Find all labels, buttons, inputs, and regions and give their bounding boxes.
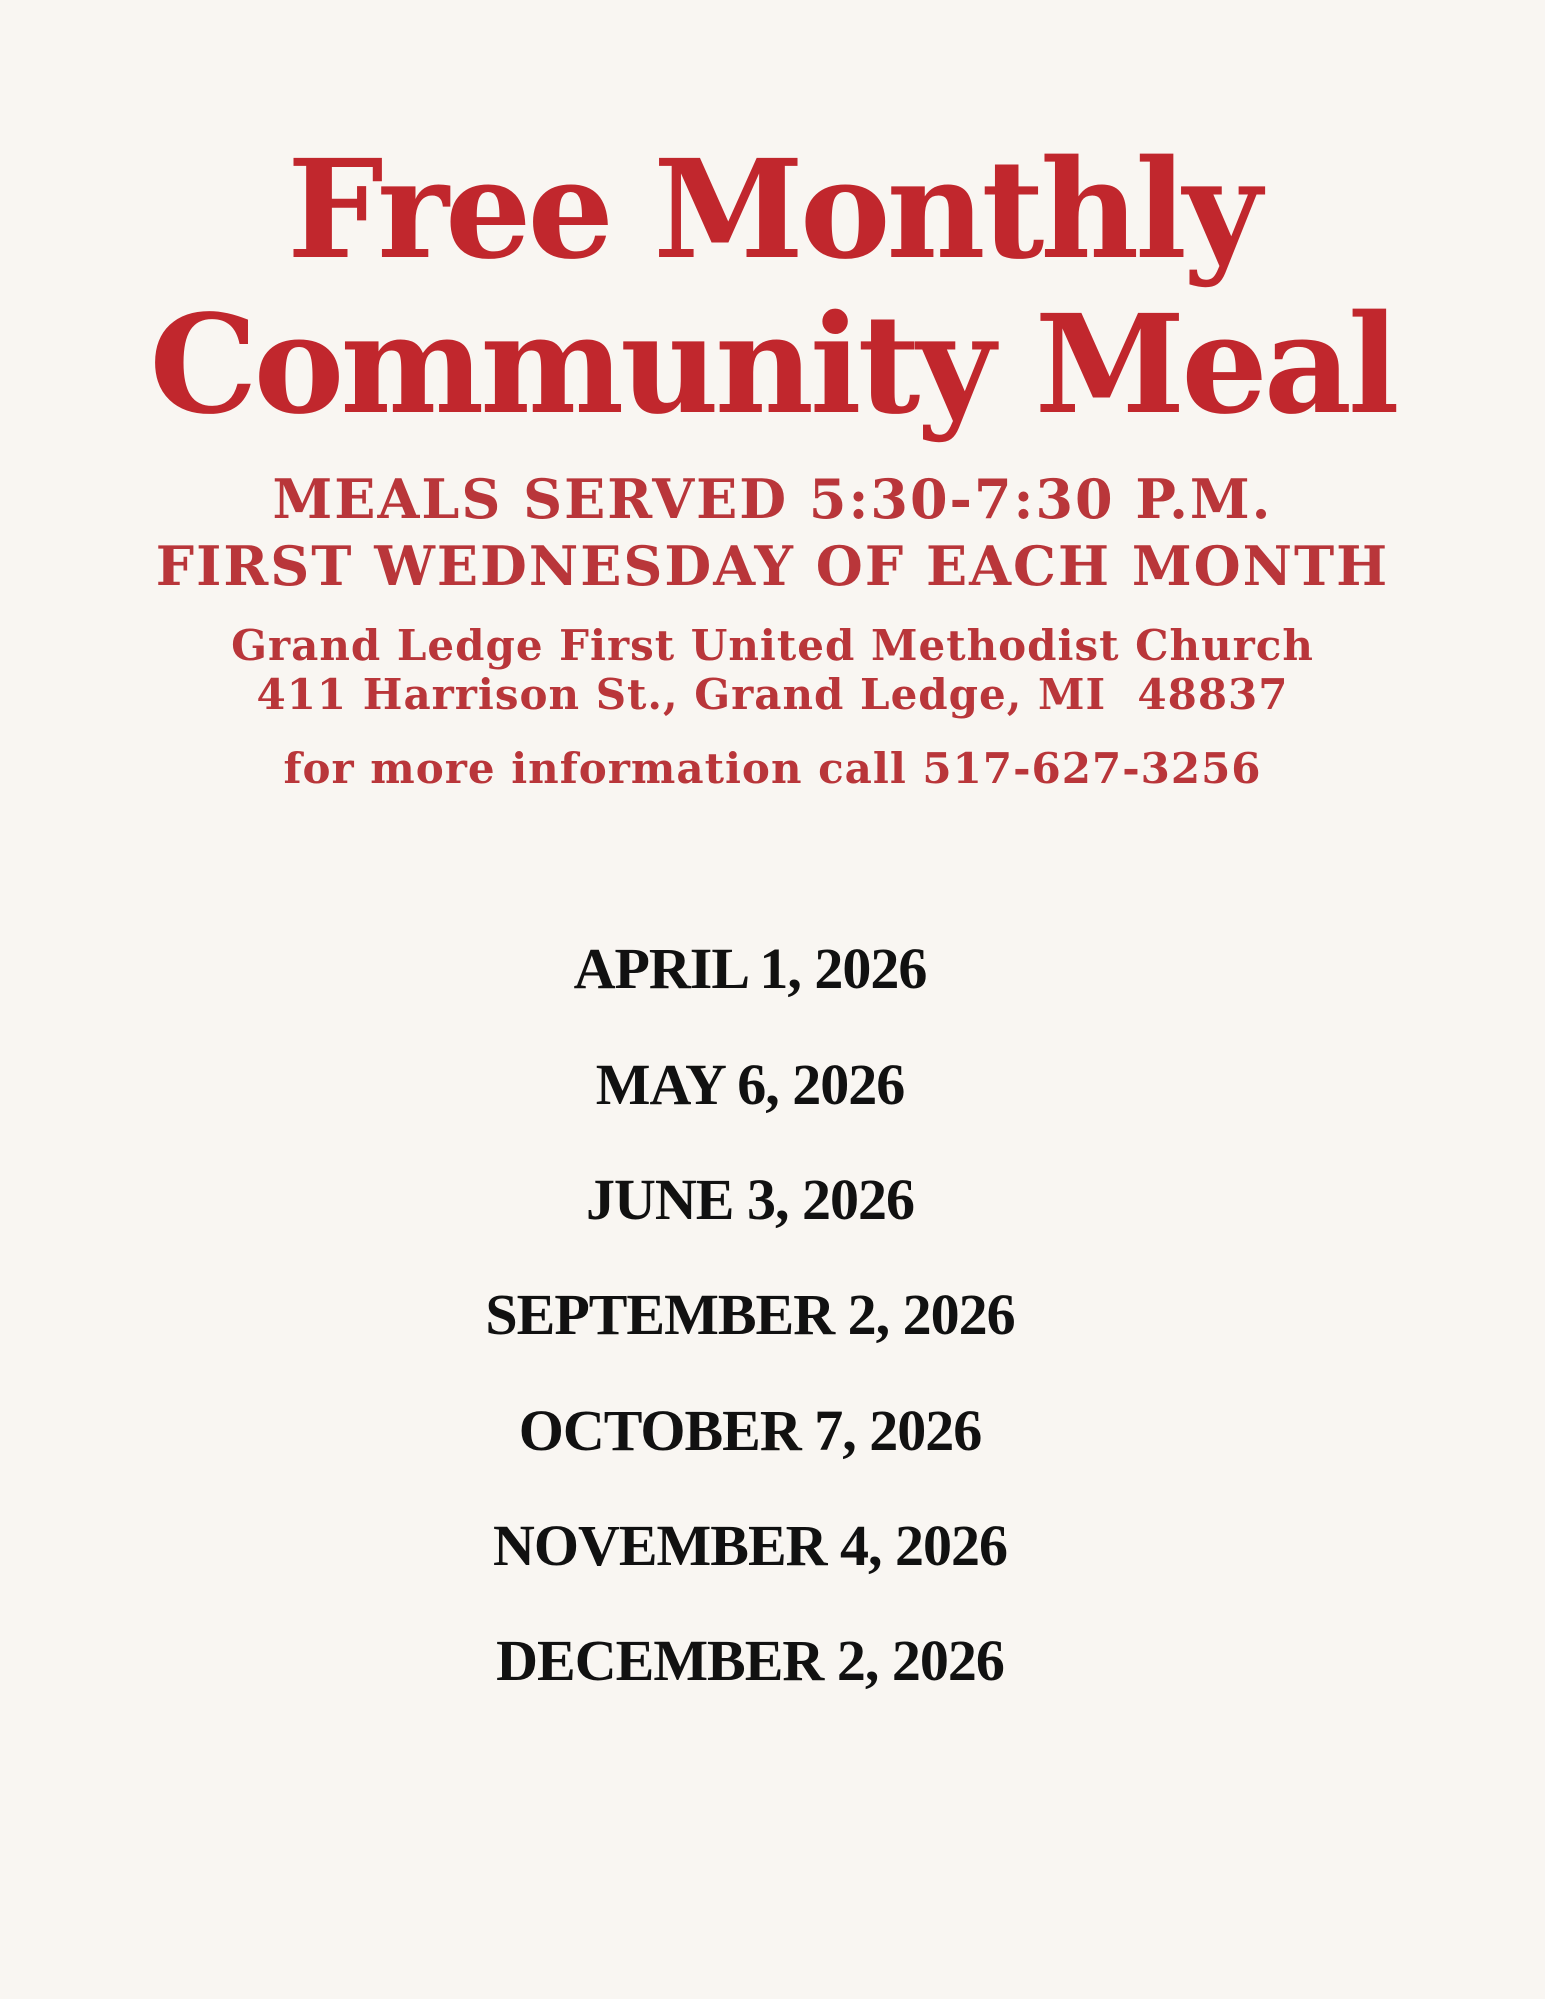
church-name: Grand Ledge First United Methodist Church [231,621,1314,670]
contact-info: for more information call 517-627-3256 [283,744,1262,793]
date-item: JUNE 3, 2026 [586,1167,914,1232]
flyer-title-line-1: Free Monthly [287,130,1258,290]
date-item: OCTOBER 7, 2026 [518,1398,982,1463]
meal-frequency: FIRST WEDNESDAY OF EACH MONTH [155,534,1390,598]
church-address: 411 Harrison St., Grand Ledge, MI 48837 [256,670,1289,719]
date-item: DECEMBER 2, 2026 [496,1628,1004,1693]
date-item: NOVEMBER 4, 2026 [492,1513,1008,1578]
date-item: SEPTEMBER 2, 2026 [485,1282,1015,1347]
date-item: APRIL 1, 2026 [573,936,927,1001]
meal-time: MEALS SERVED 5:30-7:30 P.M. [272,467,1273,531]
date-item: MAY 6, 2026 [595,1052,905,1117]
flyer-title-line-2: Community Meal [149,285,1396,445]
